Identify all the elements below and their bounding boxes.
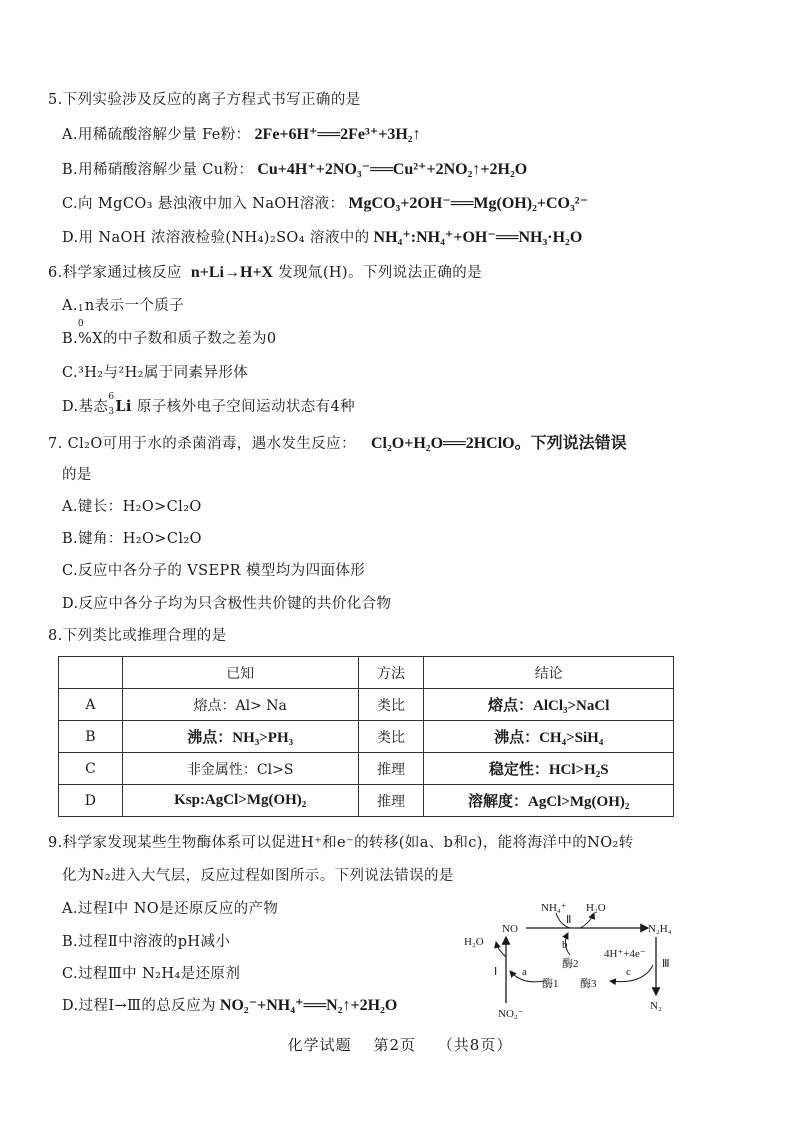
q8-stem: 8.下列类比或推理合理的是 (48, 628, 227, 644)
label-c: c (626, 966, 631, 978)
footer-page: 第2页 (373, 1036, 416, 1054)
h2o-left-label: H₂O (464, 936, 484, 948)
page-footer (0, 1034, 800, 1055)
no2-label: NO₂⁻ (498, 1008, 524, 1020)
q9-option-d-equation: NO₂⁻+NH₄⁺══N₂↑+2H₂O (219, 997, 398, 1014)
q9-stem: 9.科学家发现某些生物酶体系可以促进H⁺和e⁻的转移(如a、b和c)，能将海洋中的NO₂转 (48, 835, 634, 851)
q5-stem: 5.下列实验涉及反应的离子方程式书写正确的是 (48, 92, 361, 108)
enzyme2-label: 酶2 (562, 958, 579, 970)
q5-option-d-label: D.用 NaOH 浓溶液检验(NH₄)₂SO₄ 溶液中的 (62, 230, 370, 246)
q5-option-a (62, 123, 421, 144)
q8-table (58, 656, 674, 817)
q7-equation: Cl₂O+H₂O══2HClO。下列说法错误 (371, 435, 627, 452)
q7-option-b: B.键角：H₂O>Cl₂O (62, 531, 202, 547)
q7-stem-cont: 的是 (62, 467, 92, 483)
table-cell: C (59, 753, 123, 785)
q7-option-c: C.反应中各分子的 VSEPR 模型均为四面体形 (62, 563, 366, 579)
roman-i: Ⅰ (494, 966, 498, 978)
table-cell: 熔点：AlCl₃>NaCl (424, 689, 674, 721)
q6-stem-post: 发现氚(H)。下列说法正确的是 (278, 265, 483, 281)
n2-label: N₂ (650, 1000, 662, 1012)
table-header-cell: 已知 (122, 657, 358, 689)
lithium-symbol: 6 3 Li (108, 392, 132, 417)
q6-option-a: A. 1 0 n表示一个质子 (62, 298, 185, 329)
q7-option-d: D.反应中各分子均为只含极性共价键的共价化合物 (62, 596, 392, 612)
table-cell: B (59, 721, 123, 753)
roman-ii: Ⅱ (566, 914, 572, 926)
table-cell: 溶解度：AgCl>Mg(OH)₂ (424, 785, 674, 817)
q5-option-c-label: C.向 MgCO₃ 悬浊液中加入 NaOH溶液： (62, 196, 345, 212)
q9-option-b: B.过程Ⅱ中溶液的pH减小 (62, 934, 231, 950)
table-cell: Ksp:AgCl>Mg(OH)₂ (122, 785, 358, 817)
table-row (59, 721, 674, 753)
q7-option-a: A.键长：H₂O>Cl₂O (62, 499, 202, 515)
nh4-label: NH₄⁺ (541, 902, 567, 914)
q6-option-d (62, 392, 356, 417)
table-cell: 稳定性：HCl>H₂S (424, 753, 674, 785)
q6-option-c: C.³H₂与²H₂属于同素异形体 (62, 365, 249, 381)
table-cell: 类比 (358, 721, 424, 753)
table-header-cell: 结论 (424, 657, 674, 689)
q9-stem-cont: 化为N₂进入大气层，反应过程如图所示。下列说法错误的是 (62, 868, 454, 884)
table-cell: A (59, 689, 123, 721)
q5-option-a-label: A.用稀硫酸溶解少量 Fe粉： (62, 127, 251, 143)
table-row (59, 785, 674, 817)
q9-reaction-diagram (458, 895, 708, 1020)
n2h4-label: N₂H₄ (648, 923, 672, 935)
h2o-top-label: H₂O (586, 902, 606, 914)
table-cell: 非金属性：Cl>S (122, 753, 358, 785)
q5-option-d-equation: NH₄⁺:NH₄⁺+OH⁻══NH₃·H₂O (373, 229, 583, 246)
h2o-output-curve (580, 913, 594, 928)
table-header-row (59, 657, 674, 689)
table-cell: 推理 (358, 785, 424, 817)
q5-option-c-equation: MgCO₃+2OH⁻══Mg(OH)₂+CO₃²⁻ (348, 195, 589, 212)
q5-option-d (62, 226, 582, 247)
q6-stem-pre: 6.科学家通过核反应 (48, 265, 182, 281)
q9-option-d (62, 994, 397, 1015)
q7-stem (48, 430, 627, 453)
table-row (59, 689, 674, 721)
label-b: b (562, 939, 568, 951)
footer-subject: 化学试题 (287, 1036, 352, 1054)
q6-stem (48, 261, 482, 282)
electron-label: 4H⁺+4e⁻ (604, 948, 646, 960)
table-header-cell (59, 657, 123, 689)
no-label: NO (502, 923, 518, 935)
table-cell: D (59, 785, 123, 817)
table-row (59, 753, 674, 785)
table-cell: 沸点：NH₃>PH₃ (122, 721, 358, 753)
roman-iii: Ⅲ (662, 958, 670, 970)
q6-option-d-pre: D.基态 (62, 399, 109, 415)
enzyme1-label: 酶1 (542, 978, 559, 990)
transfer-c-curve (610, 965, 653, 982)
q5-option-a-equation: 2Fe+6H⁺══2Fe³⁺+3H₂↑ (254, 126, 421, 143)
q5-option-b-label: B.用稀硝酸溶解少量 Cu粉： (62, 162, 254, 178)
transfer-a-curve (510, 971, 544, 982)
q5-option-b (62, 158, 527, 179)
table-header-cell: 方法 (358, 657, 424, 689)
q5-option-b-equation: Cu+4H⁺+2NO₃⁻══Cu²⁺+2NO₂↑+2H₂O (257, 161, 528, 178)
enzyme3-label: 酶3 (580, 978, 597, 990)
table-cell: 类比 (358, 689, 424, 721)
label-a: a (522, 966, 527, 978)
q9-option-d-label: D.过程Ⅰ→Ⅲ的总反应为 (62, 998, 216, 1014)
q9-option-a: A.过程Ⅰ中 NO是还原反应的产物 (62, 901, 279, 917)
q7-stem-text: 7. Cl₂O可用于水的杀菌消毒，遇水发生反应： (48, 436, 356, 452)
q5-option-c (62, 192, 588, 213)
q9-option-c: C.过程Ⅲ中 N₂H₄是还原剂 (62, 966, 241, 982)
q6-nuclear-equation: n+Li→H+X (190, 264, 274, 281)
q6-option-a-text: n表示一个质子 (84, 298, 185, 314)
table-cell: 沸点：CH₄>SiH₄ (424, 721, 674, 753)
q6-option-d-post: 原子核外电子空间运动状态有4种 (136, 399, 356, 415)
table-cell: 推理 (358, 753, 424, 785)
h2o-left-curve (496, 942, 506, 957)
footer-total: （共8页） (437, 1036, 513, 1054)
table-cell: 熔点：Al> Na (122, 689, 358, 721)
q6-option-b: B.%X的中子数和质子数之差为0 (62, 331, 277, 347)
